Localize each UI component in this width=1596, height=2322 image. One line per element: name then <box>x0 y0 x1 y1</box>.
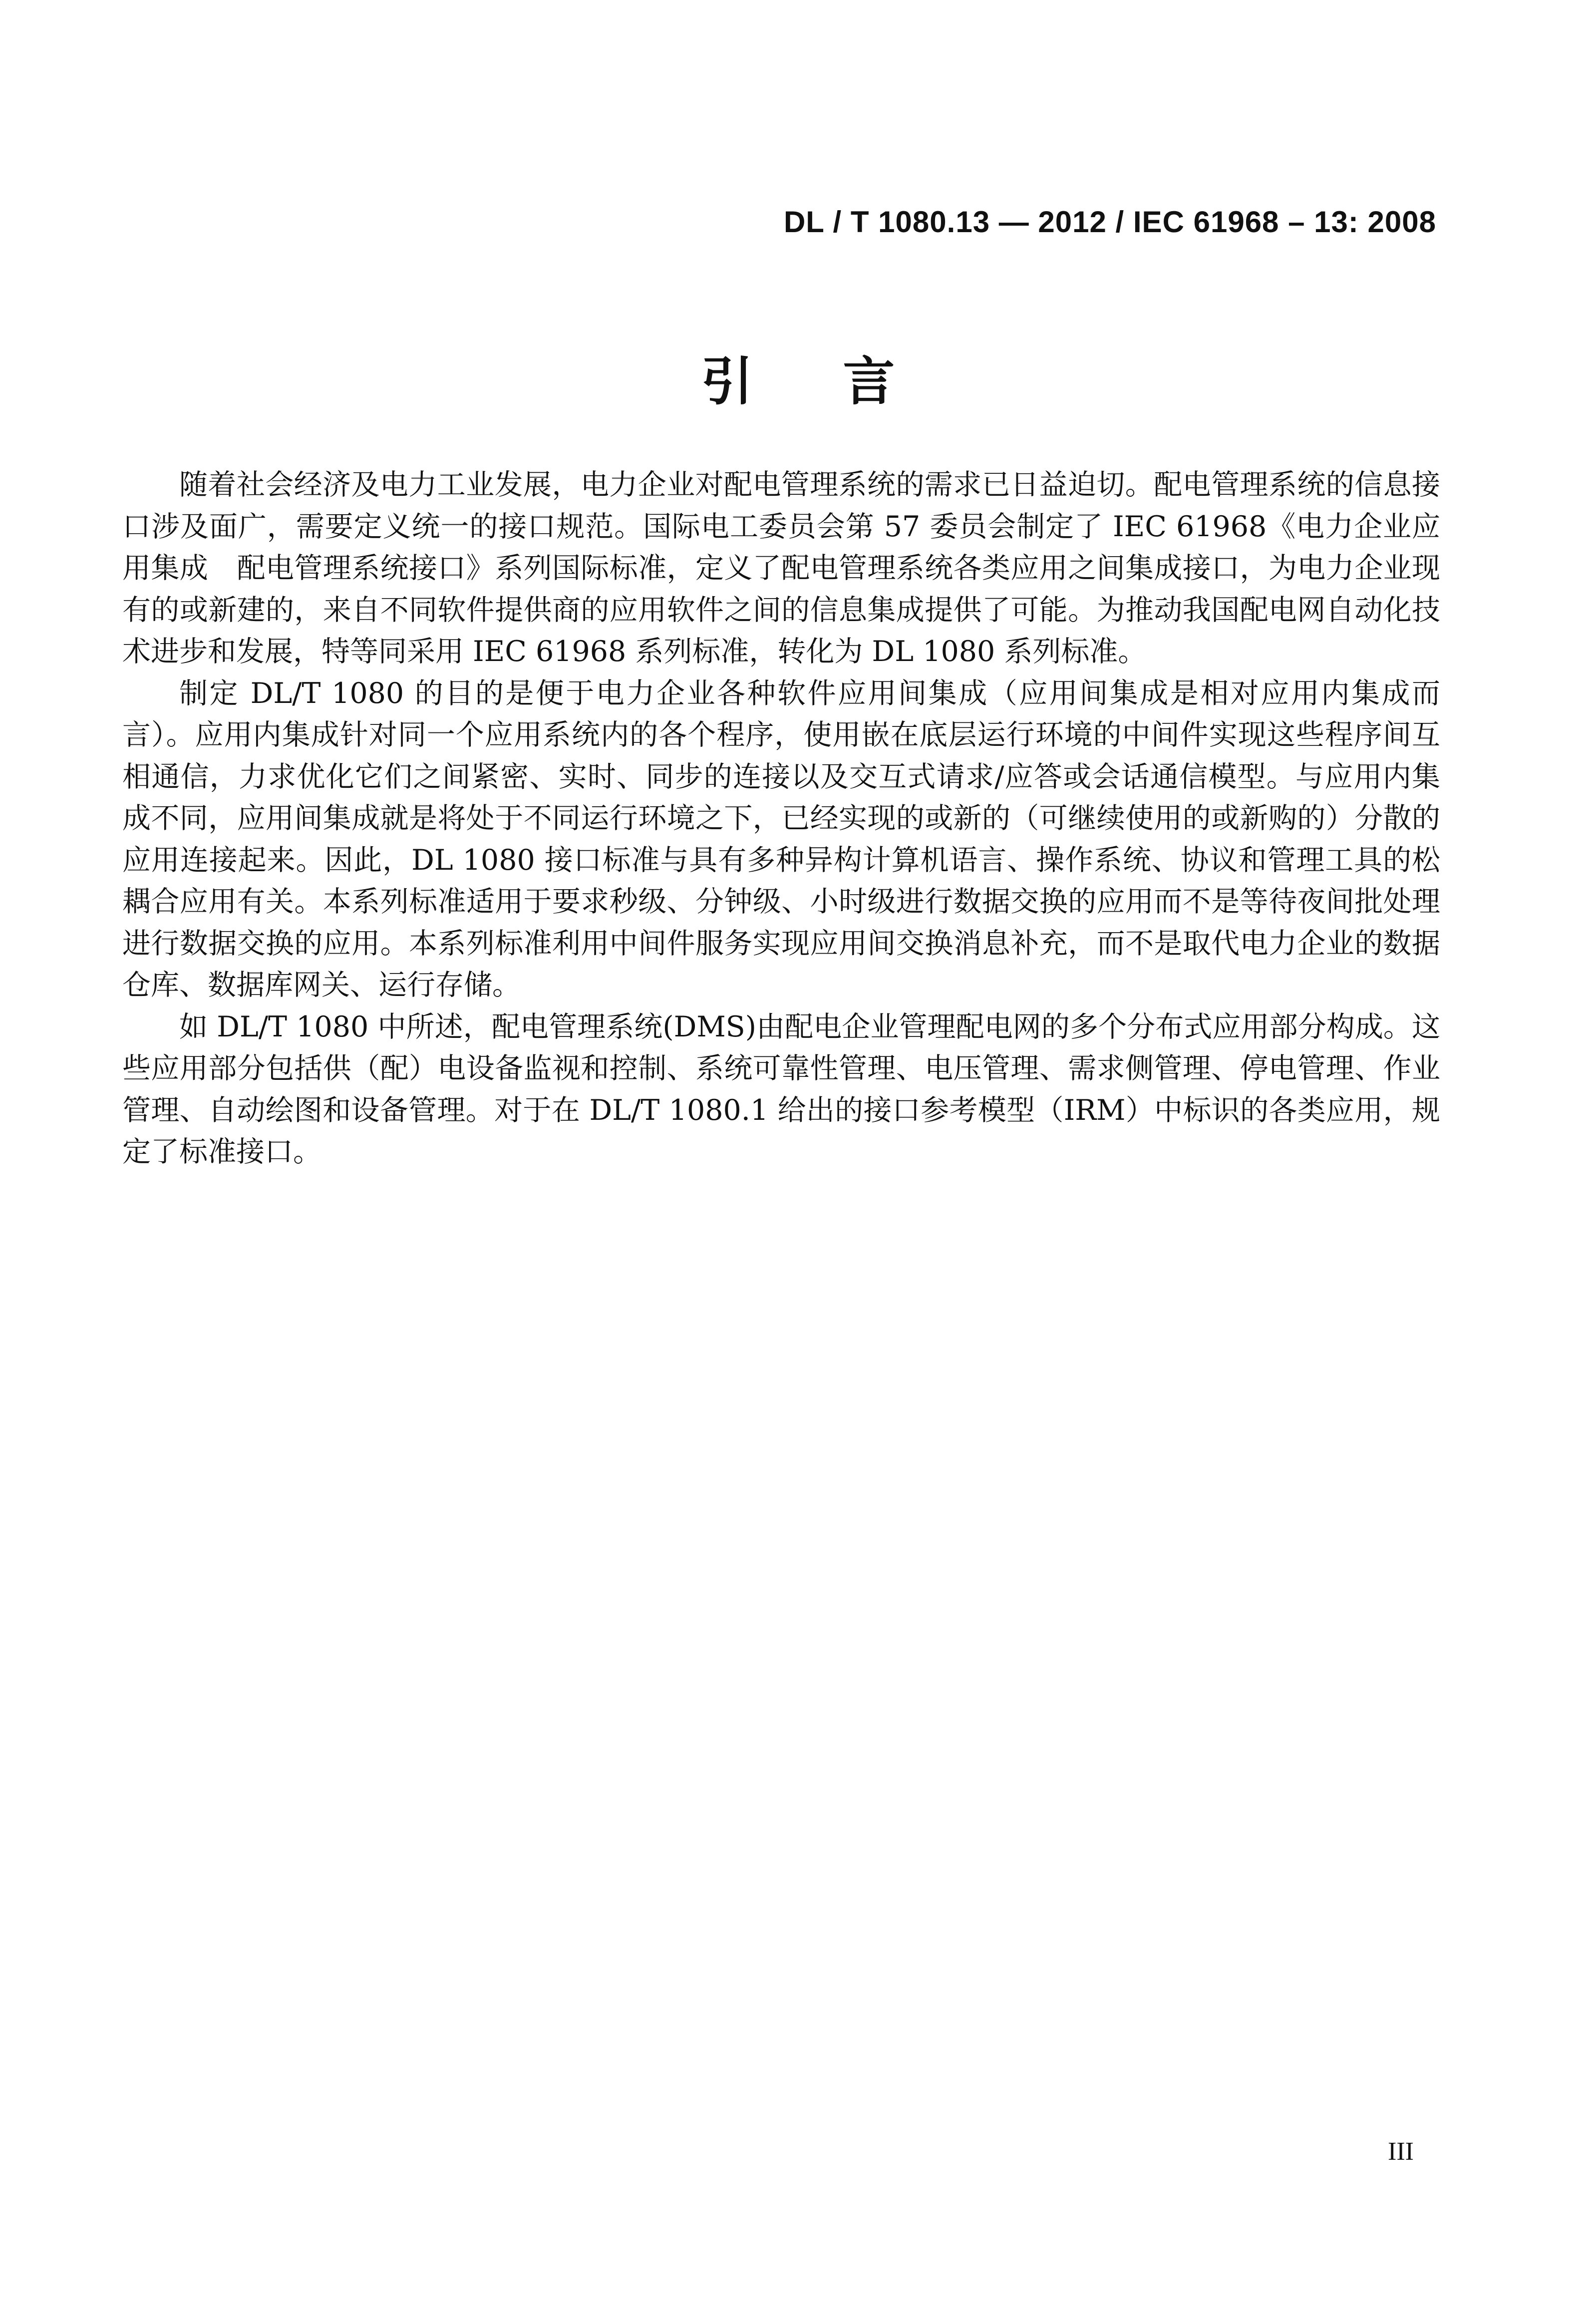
paragraph-1: 随着社会经济及电力工业发展，电力企业对配电管理系统的需求已日益迫切。配电管理系统的信息接口涉及面广，需要定义统一的接口规范。国际电工委员会第 57 委员会制定了 IEC 61968《电力企业应用集成 配电管理系统接口》系列国际标准，定义了配电管理系统各类应用之间集成接口，为电力企业现有的或新建的，来自不同软件提供商的应用软件之间的信息集成提供了可能。为推动我国配电网自动化技术进步和发展，特等同采用 IEC 61968 系列标准，转化为 DL 1080 系列标准。 <box>122 468 1440 668</box>
paragraph-3: 如 DL/T 1080 中所述，配电管理系统(DMS)由配电企业管理配电网的多个分布式应用部分构成。这些应用部分包括供（配）电设备监视和控制、系统可靠性管理、电压管理、需求侧管理、停电管理、作业管理、自动绘图和设备管理。对于在 DL/T 1080.1 给出的接口参考模型（IRM）中标识的各类应用，规定了标准接口。 <box>122 1010 1440 1168</box>
body-text <box>122 464 1440 1173</box>
standard-code: DL / T 1080.13 — 2012 / IEC 61968 – 13: 2008 <box>783 205 1436 239</box>
paragraph-2: 制定 DL/T 1080 的目的是便于电力企业各种软件应用间集成（应用间集成是相对应用内集成而言）。应用内集成针对同一个应用系统内的各个程序，使用嵌在底层运行环境的中间件实现这些程序间互相通信，力求优化它们之间紧密、实时、同步的连接以及交互式请求/应答或会话通信模型。与应用内集成不同，应用间集成就是将处于不同运行环境之下，已经实现的或新的（可继续使用的或新购的）分散的应用连接起来。因此，DL 1080 接口标准与具有多种异构计算机语言、操作系统、协议和管理工具的松耦合应用有关。本系列标准适用于要求秒级、分钟级、小时级进行数据交换的应用而不是等待夜间批处理进行数据交换的应用。本系列标准利用中间件服务实现应用间交换消息补充，而不是取代电力企业的数据仓库、数据库网关、运行存储。 <box>122 676 1440 1001</box>
page-title: 引言 <box>701 351 985 412</box>
page-number: III <box>1388 2137 1414 2166</box>
